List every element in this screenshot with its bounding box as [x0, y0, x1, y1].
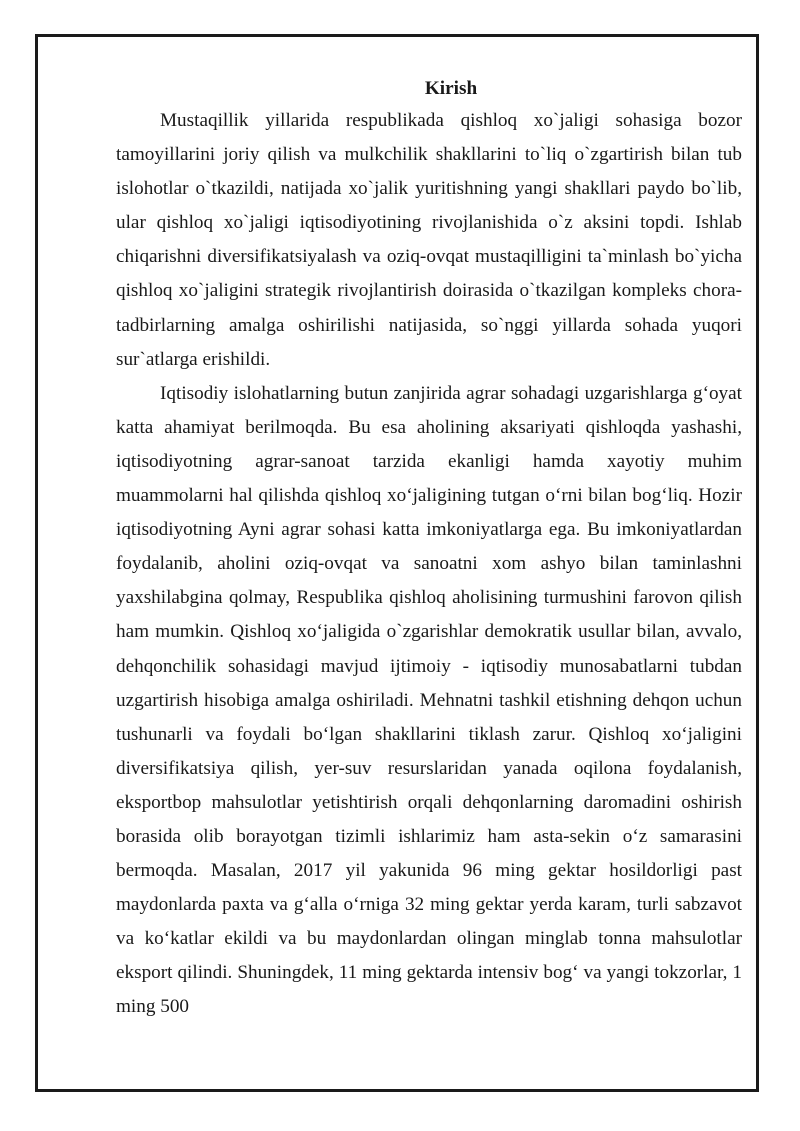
document-title: Kirish: [424, 78, 478, 99]
paragraph-1: Mustaqillik yillarida respublikada qishloq xo`jaligi sohasiga bozor tamoyillarini joriy qilish va mulkchilik shakllarini to`liq o`zgartirish bilan tub islohotlar o`tkazildi, natijada xo`jalik yuritishning yangi shakllari paydo bo`lib, ular qishloq xo`jaligi iqtisodiyotining rivojlanishida o`z aksini topdi. Ishlab chiqarishni diversifikatsiyalash va oziq-ovqat mustaqilligini ta`minlash bo`yicha qishloq xo`jaligini strategik rivojlantirish doirasida o`tkazilgan kompleks chora-tadbirlarning amalga oshirilishi natijasida, so`nggi yillarda sohada yuqori sur`atlarga erishildi.: [116, 110, 742, 370]
document-body: [116, 76, 742, 1025]
paragraph-2: Iqtisodiy islohatlarning butun zanjirida agrar sohadagi uzgarishlarga g‘oyat katta ahamiyat berilmoqda. Bu esa aholining aksariyati qishloqda yashashi, iqtisodiyotning agrar-sanoat tarzida ekanligi hamda xayotiy muhim muammolarni hal qilishda qishloq xo‘jaligining tutgan o‘rni bilan bog‘liq. Hozir iqtisodiyotning Ayni agrar sohasi katta imkoniyatlarga ega. Bu imkoniyatlardan foydalanib, aholini oziq-ovqat va sanoatni xom ashyo bilan taminlashni yaxshilabgina qolmay, Respublika qishloq aholisining turmushini farovon qilish ham mumkin. Qishloq xo‘jaligida o`zgarishlar demokratik usullar bilan, avvalo, dehqonchilik sohasidagi mavjud ijtimoiy - iqtisodiy munosabatlarni tubdan uzgartirish hisobiga amalga oshiriladi. Mehnatni tashkil etishning dehqon uchun tushunarli va foydali bo‘lgan shakllarini tiklash zarur. Qishloq xo‘jaligini diversifikatsiya qilish, yer-suv resurslaridan yanada oqilona foydalanish, eksportbop mahsulotlar yetishtirish orqali dehqonlarning daromadini oshirish borasida olib borayotgan tizimli ishlarimiz ham asta-sekin o‘z samarasini bermoqda. Masalan, 2017 yil yakunida 96 ming gektar hosildorligi past maydonlarda paxta va g‘alla o‘rniga 32 ming gektar yerda karam, turli sabzavot va ko‘katlar ekildi va bu maydonlardan olingan minglab tonna mahsulotlar eksport qilindi. Shuningdek, 11 ming gektarda intensiv bog‘ va yangi tokzorlar, 1 ming 500: [116, 382, 742, 1018]
